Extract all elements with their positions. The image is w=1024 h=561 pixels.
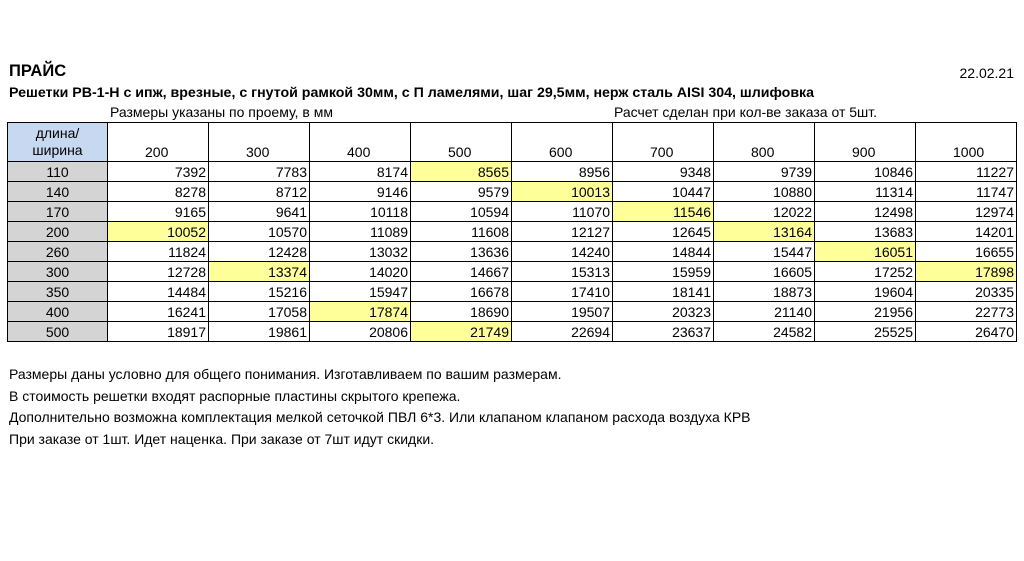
price-cell: 9579 — [411, 182, 512, 202]
column-header: 800 — [714, 123, 815, 162]
price-cell: 10570 — [209, 222, 310, 242]
column-header: 600 — [512, 123, 613, 162]
price-cell: 7392 — [108, 162, 209, 182]
price-cell: 23637 — [613, 322, 714, 342]
price-cell: 18690 — [411, 302, 512, 322]
footer-line: В стоимость решетки входят распорные пластины скрытого крепежа. — [9, 387, 461, 404]
table-row — [8, 222, 1017, 242]
footer-line: Дополнительно возможна комплектация мелкой сеточкой ПВЛ 6*3. Или клапаном клапаном расхода воздуха КРВ — [9, 409, 751, 425]
price-cell: 15447 — [714, 242, 815, 262]
price-cell: 16241 — [108, 302, 209, 322]
table-row — [8, 182, 1017, 202]
price-cell: 15313 — [512, 262, 613, 282]
price-cell: 16678 — [411, 282, 512, 302]
price-cell: 12022 — [714, 202, 815, 222]
corner-label-length: длина/ — [35, 125, 80, 141]
price-cell: 21956 — [815, 302, 916, 322]
price-cell: 16605 — [714, 262, 815, 282]
price-cell: 12974 — [916, 202, 1017, 222]
corner-label-width: ширина — [32, 142, 83, 158]
price-cell: 12428 — [209, 242, 310, 262]
document-date: 22.02.21 — [959, 65, 1014, 81]
price-cell: 14484 — [108, 282, 209, 302]
price-cell: 24582 — [714, 322, 815, 342]
price-cell: 18873 — [714, 282, 815, 302]
row-header: 140 — [8, 182, 108, 202]
price-cell: 11089 — [310, 222, 411, 242]
table-body — [8, 162, 1017, 342]
column-header: 400 — [310, 123, 411, 162]
column-header: 900 — [815, 123, 916, 162]
price-cell: 14240 — [512, 242, 613, 262]
price-cell: 10594 — [411, 202, 512, 222]
price-cell: 11824 — [108, 242, 209, 262]
price-cell: 12645 — [613, 222, 714, 242]
price-cell: 18917 — [108, 322, 209, 342]
table-row — [8, 282, 1017, 302]
page-title: ПРАЙС — [9, 62, 67, 80]
price-cell: 21749 — [411, 322, 512, 342]
price-cell: 19507 — [512, 302, 613, 322]
price-cell: 20323 — [613, 302, 714, 322]
price-cell: 17058 — [209, 302, 310, 322]
size-note: Размеры указаны по проему, в мм — [110, 104, 333, 120]
price-cell: 15947 — [310, 282, 411, 302]
price-cell: 8712 — [209, 182, 310, 202]
price-cell: 10013 — [512, 182, 613, 202]
price-cell: 20335 — [916, 282, 1017, 302]
price-cell: 17898 — [916, 262, 1017, 282]
price-cell: 15959 — [613, 262, 714, 282]
price-cell: 8278 — [108, 182, 209, 202]
price-cell: 21140 — [714, 302, 815, 322]
price-cell: 11314 — [815, 182, 916, 202]
price-cell: 11227 — [916, 162, 1017, 182]
price-cell: 9641 — [209, 202, 310, 222]
price-cell: 26470 — [916, 322, 1017, 342]
price-cell: 13683 — [815, 222, 916, 242]
row-header: 300 — [8, 262, 108, 282]
footer-line: При заказе от 1шт. Идет наценка. При заказе от 7шт идут скидки. — [9, 430, 435, 447]
quantity-note: Расчет сделан при кол-ве заказа от 5шт. — [614, 104, 878, 120]
table-row — [8, 242, 1017, 262]
price-cell: 22694 — [512, 322, 613, 342]
footer-notes — [9, 364, 751, 450]
row-header: 200 — [8, 222, 108, 242]
price-cell: 14844 — [613, 242, 714, 262]
price-cell: 17410 — [512, 282, 613, 302]
price-cell: 10880 — [714, 182, 815, 202]
price-cell: 10052 — [108, 222, 209, 242]
table-row — [8, 262, 1017, 282]
price-cell: 12728 — [108, 262, 209, 282]
price-cell: 10118 — [310, 202, 411, 222]
table-row — [8, 322, 1017, 342]
price-cell: 9146 — [310, 182, 411, 202]
row-header: 170 — [8, 202, 108, 222]
price-cell: 20806 — [310, 322, 411, 342]
price-cell: 25525 — [815, 322, 916, 342]
price-cell: 8565 — [411, 162, 512, 182]
product-description: Решетки РВ-1-Н с ипж, врезные, с гнутой рамкой 30мм, с П ламелями, шаг 29,5мм, нерж сталь AISI 304, шлифовка — [9, 85, 815, 101]
price-cell: 17874 — [310, 302, 411, 322]
column-header: 200 — [108, 123, 209, 162]
price-cell: 11747 — [916, 182, 1017, 202]
price-cell: 12127 — [512, 222, 613, 242]
row-header: 500 — [8, 322, 108, 342]
price-cell: 16655 — [916, 242, 1017, 262]
price-cell: 16051 — [815, 242, 916, 262]
price-cell: 9348 — [613, 162, 714, 182]
price-cell: 13164 — [714, 222, 815, 242]
table-row — [8, 162, 1017, 182]
row-header: 110 — [8, 162, 108, 182]
price-cell: 13374 — [209, 262, 310, 282]
column-header: 300 — [209, 123, 310, 162]
price-cell: 17252 — [815, 262, 916, 282]
price-cell: 19861 — [209, 322, 310, 342]
price-table — [7, 122, 1017, 342]
price-cell: 14201 — [916, 222, 1017, 242]
price-cell: 9165 — [108, 202, 209, 222]
price-cell: 22773 — [916, 302, 1017, 322]
price-cell: 11546 — [613, 202, 714, 222]
price-cell: 14667 — [411, 262, 512, 282]
table-corner-header — [8, 123, 108, 162]
price-cell: 7783 — [209, 162, 310, 182]
row-header: 400 — [8, 302, 108, 322]
price-cell: 13636 — [411, 242, 512, 262]
price-cell: 11070 — [512, 202, 613, 222]
price-cell: 10846 — [815, 162, 916, 182]
price-cell: 9739 — [714, 162, 815, 182]
price-cell: 8956 — [512, 162, 613, 182]
price-cell: 11608 — [411, 222, 512, 242]
table-header-row — [8, 123, 1017, 162]
row-header: 260 — [8, 242, 108, 262]
table-row — [8, 202, 1017, 222]
price-cell: 12498 — [815, 202, 916, 222]
footer-line: Размеры даны условно для общего понимания. Изготавливаем по вашим размерам. — [9, 366, 562, 382]
price-cell: 8174 — [310, 162, 411, 182]
price-cell: 13032 — [310, 242, 411, 262]
column-header: 700 — [613, 123, 714, 162]
column-header: 500 — [411, 123, 512, 162]
row-header: 350 — [8, 282, 108, 302]
price-cell: 19604 — [815, 282, 916, 302]
price-cell: 15216 — [209, 282, 310, 302]
price-cell: 10447 — [613, 182, 714, 202]
price-cell: 14020 — [310, 262, 411, 282]
column-header: 1000 — [916, 123, 1017, 162]
table-row — [8, 302, 1017, 322]
price-cell: 18141 — [613, 282, 714, 302]
